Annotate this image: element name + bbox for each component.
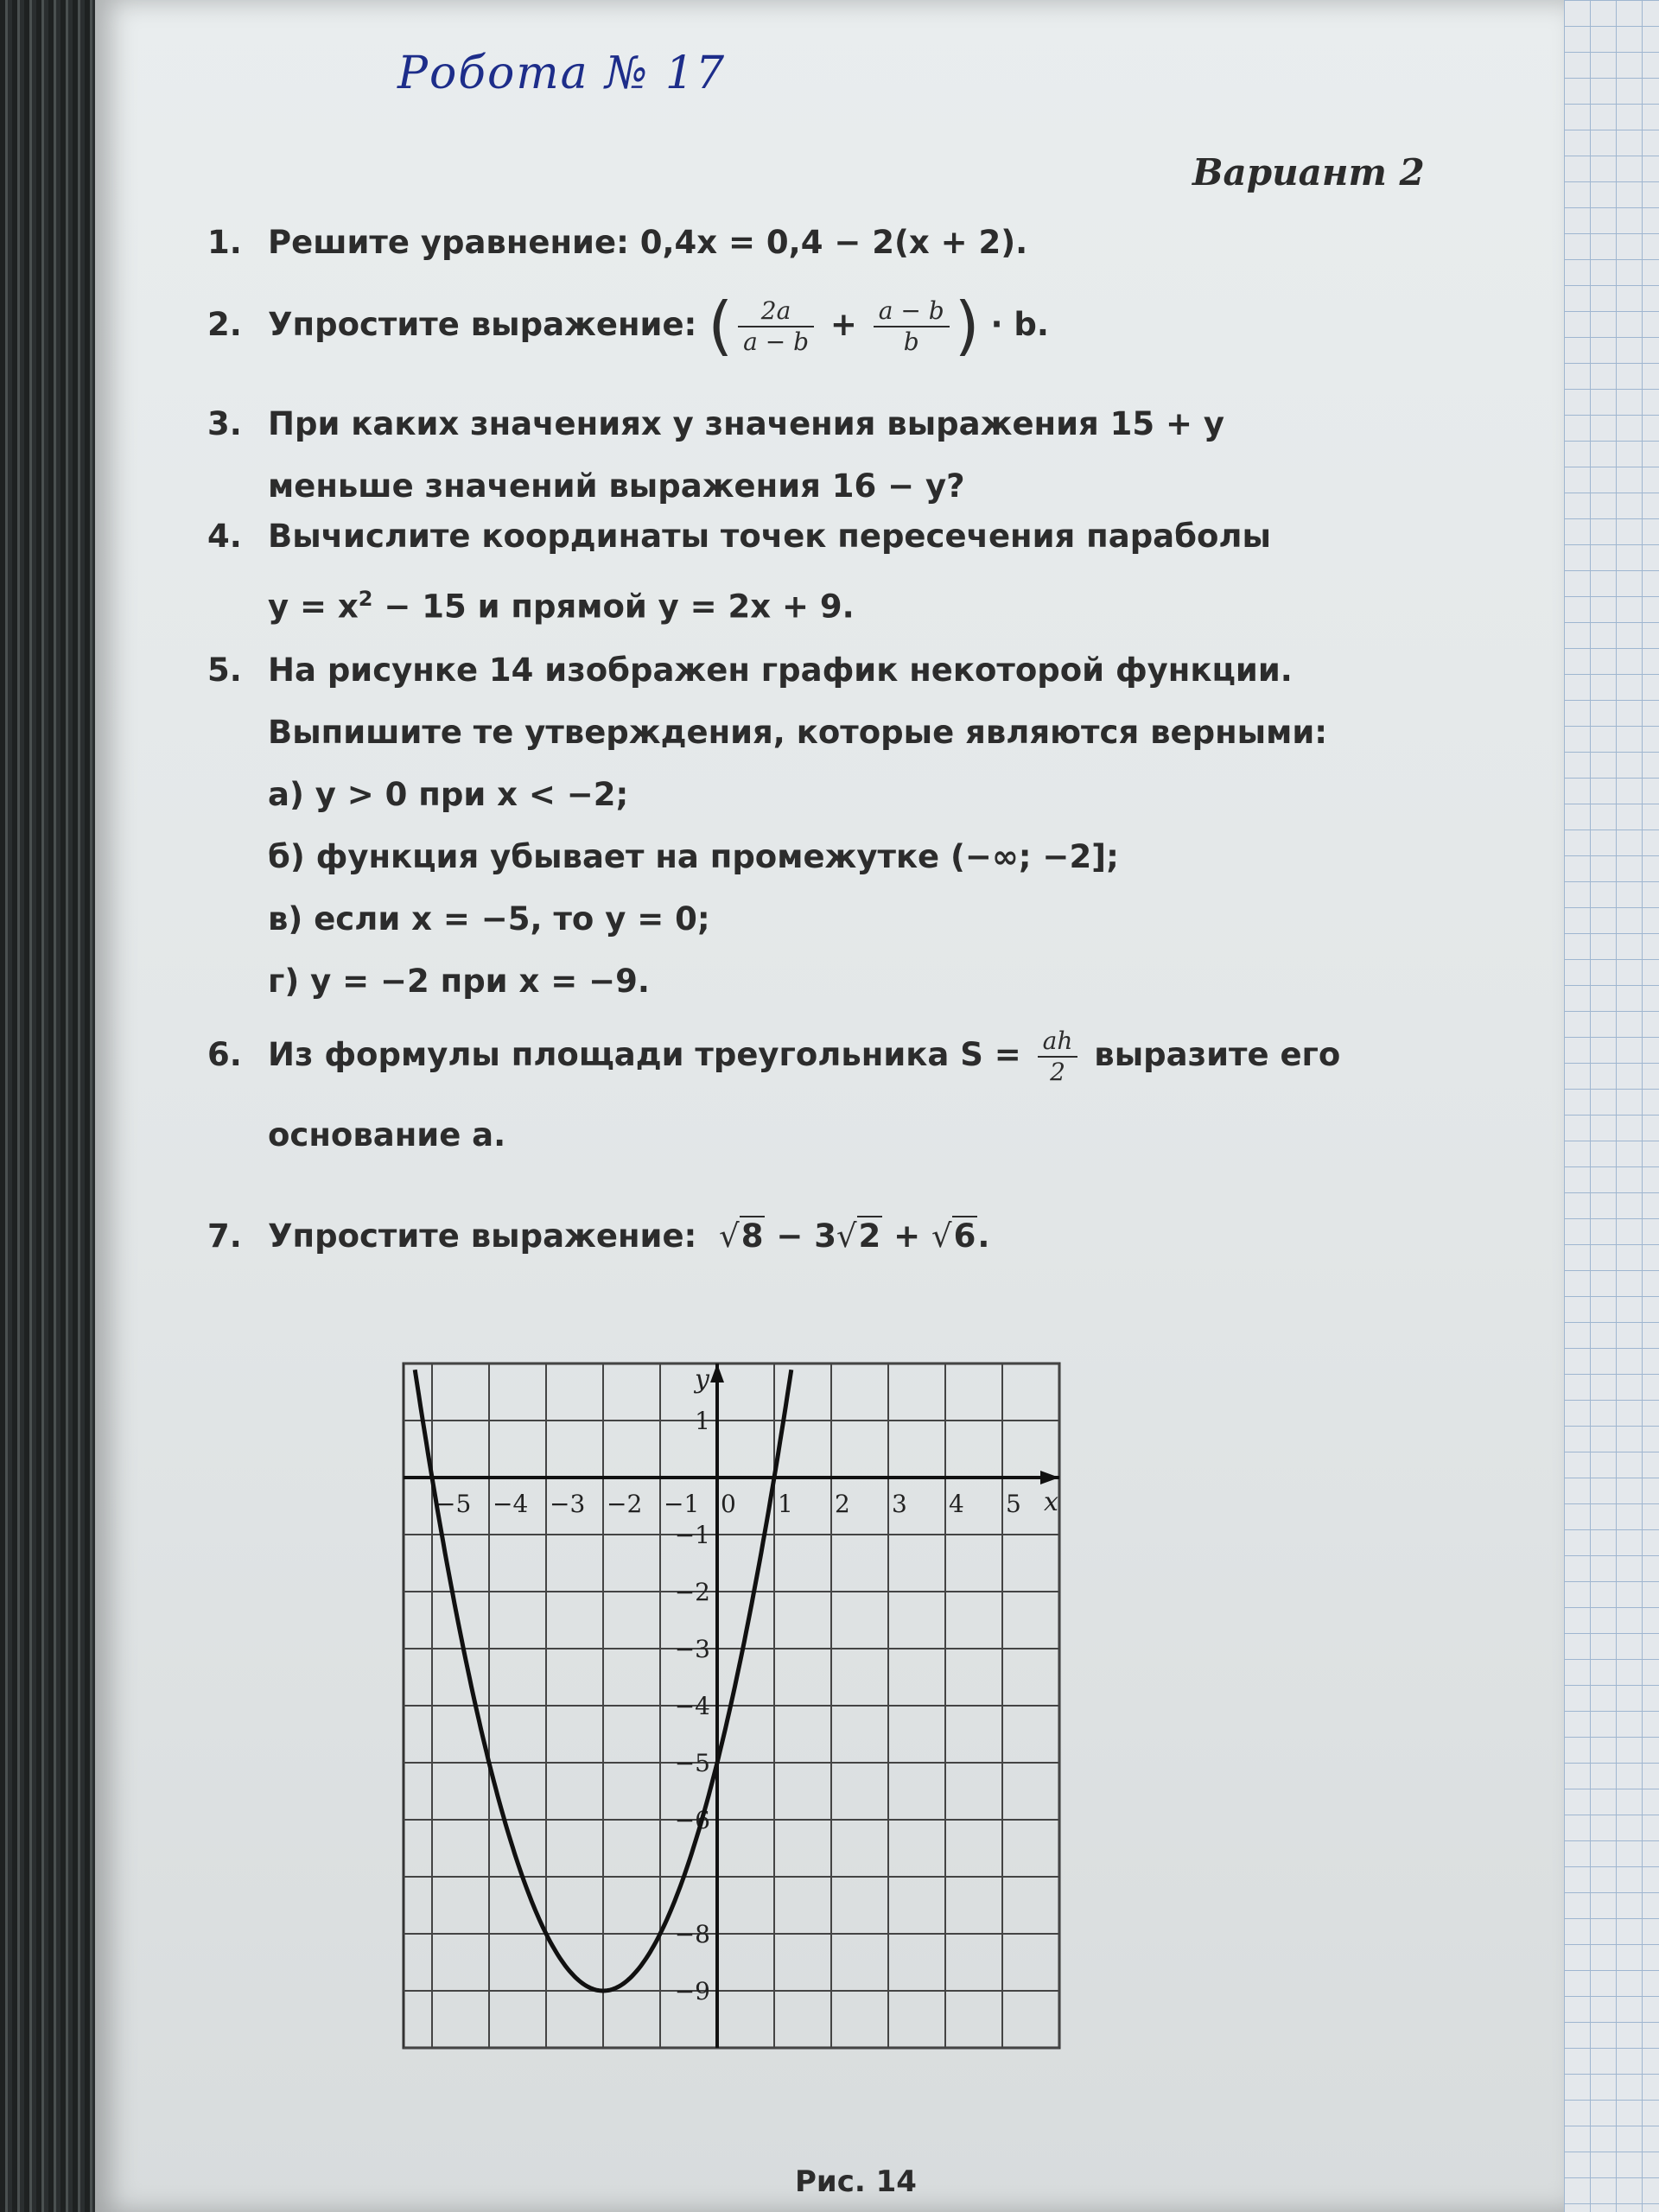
book-edge (0, 0, 104, 2212)
task-1 (207, 212, 1521, 274)
task-7: 7. Упростите выражение: √8 − 3√2 + √6. (207, 1205, 1521, 1268)
task-4 (207, 505, 1521, 638)
fraction: $\frac{2a}{a - b}$ (738, 296, 814, 357)
y-tick-label: −4 (674, 1692, 710, 1720)
task-text: На рисунке 14 изображен график некоторой функции. (268, 652, 1293, 689)
worksheet-page (95, 0, 1564, 2212)
task-text: Из формулы площади треугольника S = (268, 1036, 1021, 1073)
task-text-line2: основание a. (268, 1116, 506, 1154)
x-tick-label: 2 (835, 1490, 850, 1518)
task-number: 3. (207, 405, 242, 442)
task-2 (207, 289, 1521, 364)
task-number: 4. (207, 518, 242, 555)
figure-caption: Рис. 14 (795, 2164, 917, 2199)
open-paren: ( (708, 289, 734, 364)
x-tick-label: −1 (664, 1490, 700, 1518)
fraction: $\frac{a - b}{b}$ (874, 296, 950, 357)
x-axis-label: x (1044, 1487, 1058, 1517)
task-suffix: · b. (990, 306, 1049, 343)
task-text-line2: $y = x^2 - 15$ и прямой y = 2x + 9. (268, 587, 855, 626)
parabola-graph (435, 1344, 1296, 2121)
task-text-line2: меньше значений выражения 16 − y? (268, 467, 965, 505)
task-number: 6. (207, 1036, 242, 1073)
y-axis-label: y (695, 1364, 709, 1395)
task-number: 5. (207, 652, 242, 689)
task-text: Решите уравнение: 0,4x = 0,4 − 2(x + 2). (268, 224, 1028, 261)
y-axis-arrow (710, 1363, 724, 1382)
handwritten-title: Робота № 17 (397, 48, 727, 99)
x-tick-label: −3 (550, 1490, 586, 1518)
task-text-line2: Выпишите те утверждения, которые являются верными: (268, 714, 1328, 751)
y-tick-label: −2 (674, 1578, 710, 1606)
y-tick-label: −9 (674, 1977, 710, 2005)
task-text: Упростите выражение: (268, 306, 697, 343)
task-number: 2. (207, 306, 242, 343)
y-tick-label: 1 (695, 1407, 710, 1435)
task-number: 1. (207, 224, 242, 261)
task-6 (207, 1024, 1521, 1166)
x-tick-label: 3 (892, 1490, 907, 1518)
task-text: Вычислите координаты точек пересечения параболы (268, 518, 1271, 555)
sqrt-6: √6 (931, 1217, 976, 1255)
task-text: Упростите выражение: (268, 1217, 697, 1255)
task-3 (207, 393, 1521, 518)
task-text: При каких значениях y значения выражения 15 + y (268, 405, 1225, 442)
statement-a: а) y > 0 при x < −2; (268, 776, 629, 813)
x-tick-label: 1 (778, 1490, 793, 1518)
task-number: 7. (207, 1217, 242, 1255)
statement-d: г) y = −2 при x = −9. (268, 963, 650, 1000)
y-tick-label: −8 (674, 1920, 710, 1948)
y-tick-label: −3 (674, 1635, 710, 1663)
sqrt-2: √2 (836, 1217, 881, 1255)
y-tick-label: −6 (674, 1806, 710, 1834)
y-tick-label: −1 (674, 1521, 710, 1549)
x-tick-label: −5 (435, 1490, 472, 1518)
x-axis-arrow (1040, 1471, 1059, 1484)
statement-b: б) функция убывает на промежутке (−∞; −2]; (268, 838, 1119, 875)
statement-c: в) если x = −5, то y = 0; (268, 900, 710, 938)
close-paren: ) (954, 289, 980, 364)
task-5 (207, 639, 1521, 1013)
x-tick-label: 0 (721, 1490, 736, 1518)
x-tick-label: −4 (493, 1490, 529, 1518)
variant-label: Вариант 2 (1192, 151, 1425, 194)
sqrt-8: √8 (719, 1217, 764, 1255)
plus-sign: + (830, 306, 857, 343)
x-tick-label: 5 (1006, 1490, 1021, 1518)
task-suffix: выразите его (1094, 1036, 1341, 1073)
x-tick-label: −2 (607, 1490, 643, 1518)
fraction: $\frac{ah}{2}$ (1038, 1027, 1078, 1087)
x-tick-label: 4 (949, 1490, 964, 1518)
y-tick-label: −5 (674, 1749, 710, 1777)
